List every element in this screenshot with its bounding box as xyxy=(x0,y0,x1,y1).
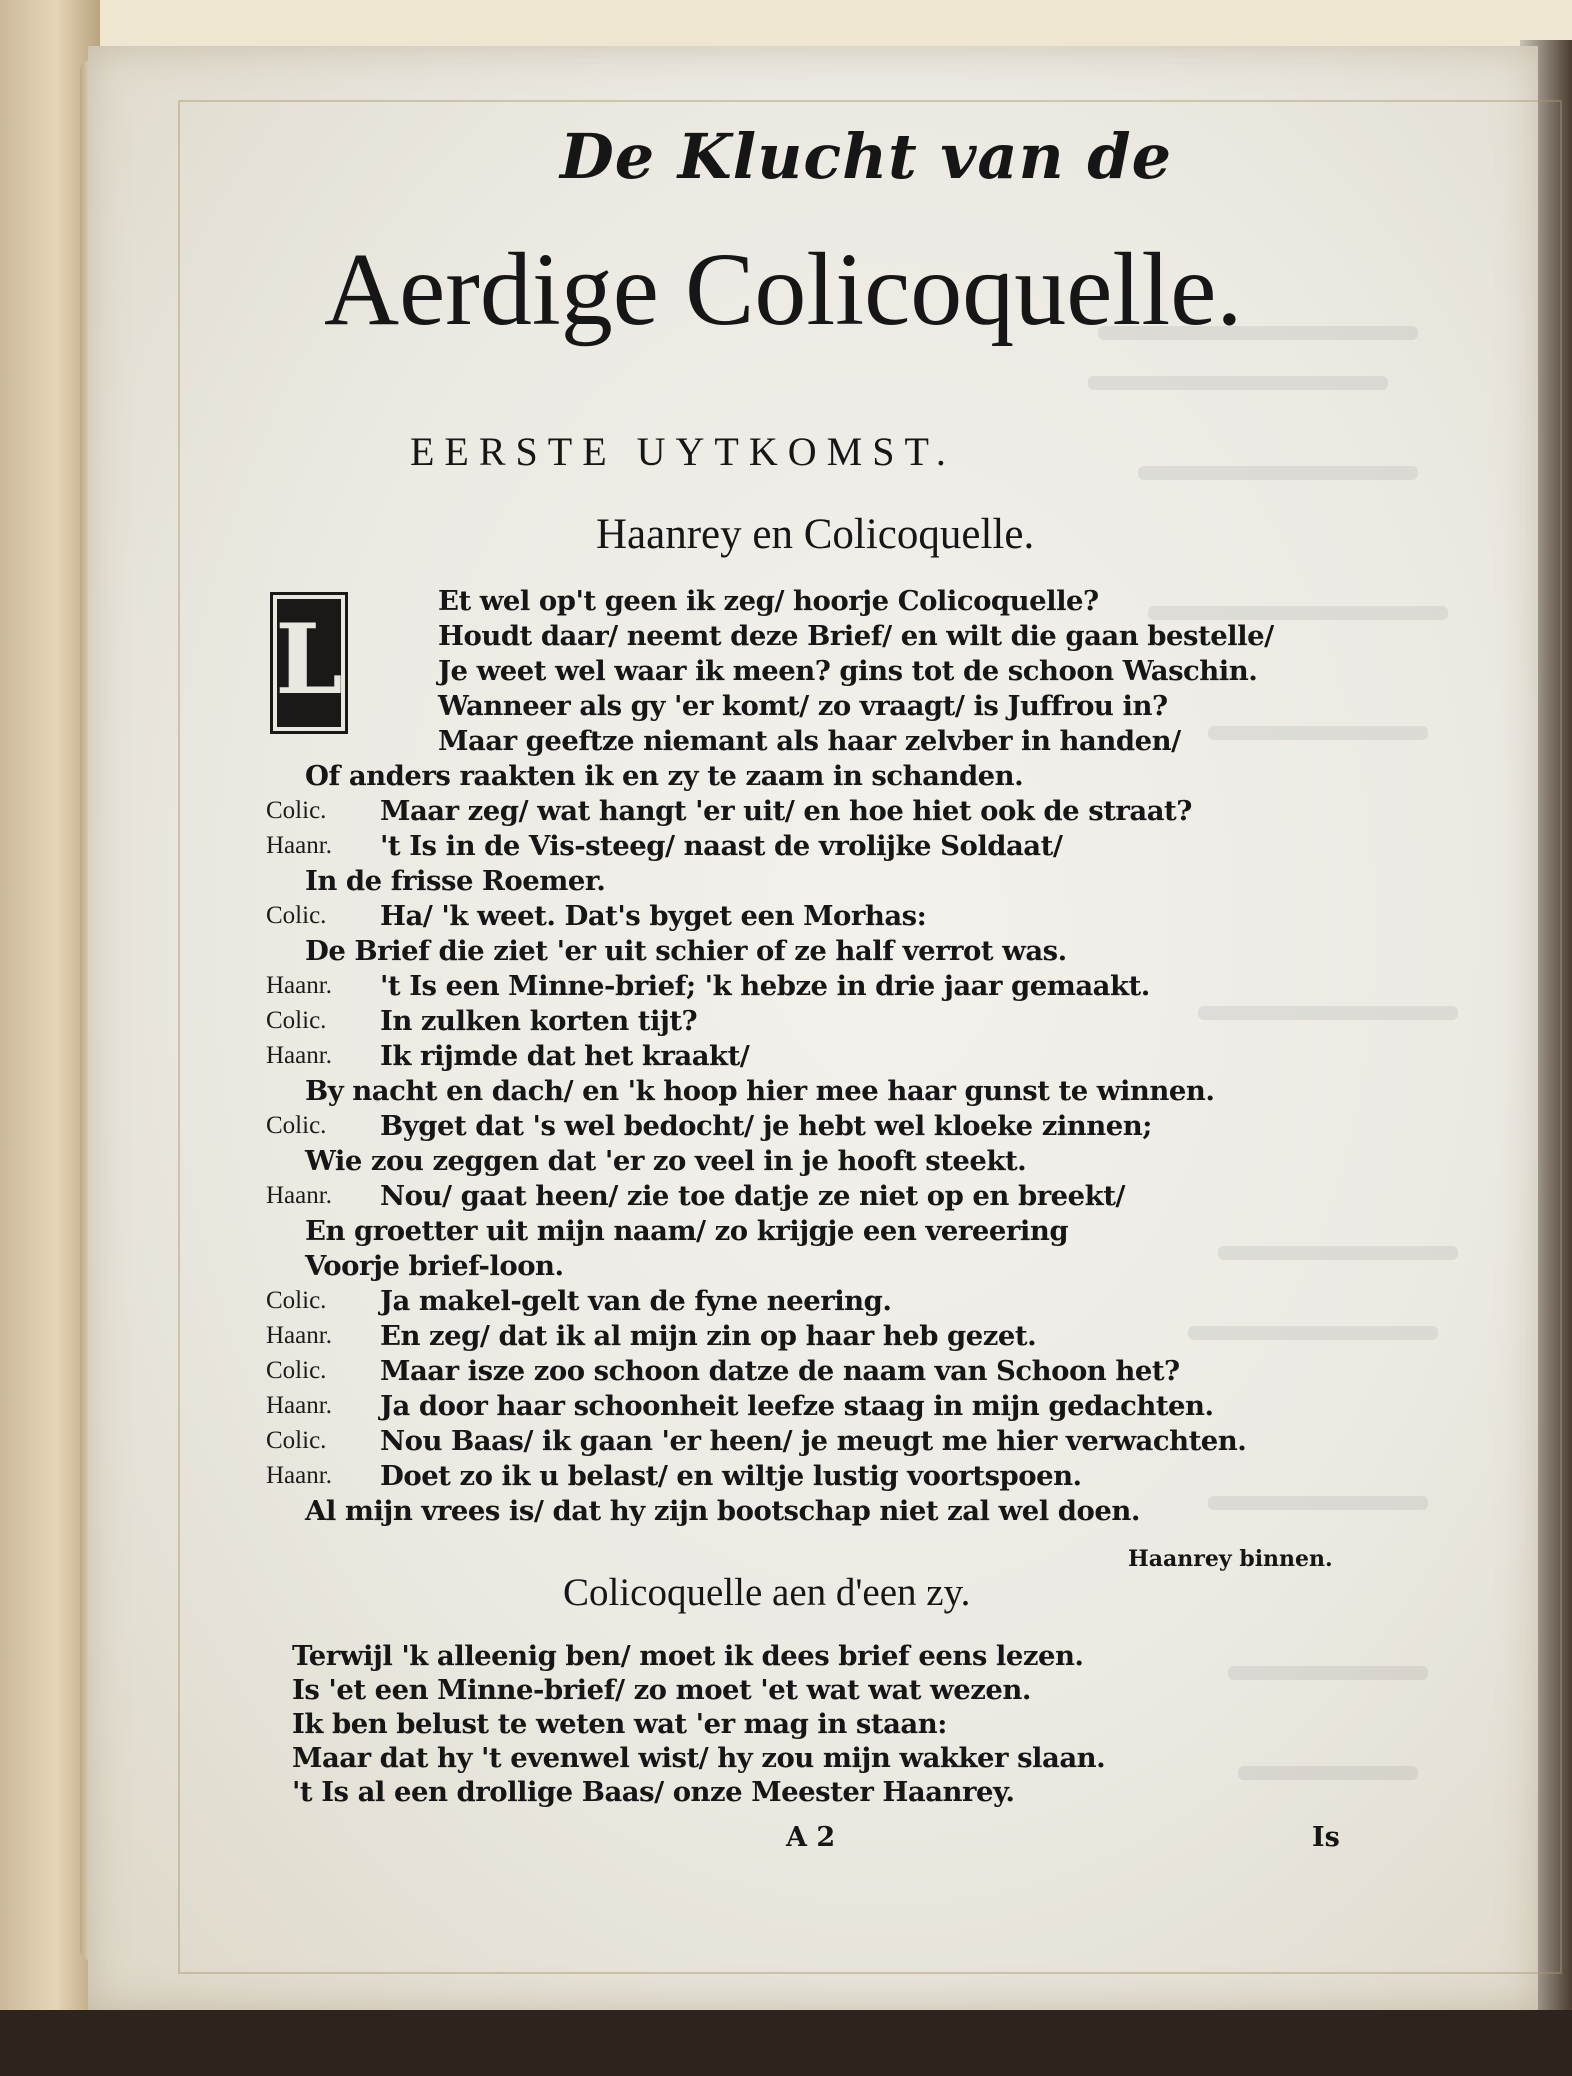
dialogue-line: En zeg/ dat ik al mijn zin op haar heb gezet. xyxy=(380,1320,1037,1352)
decorated-initial xyxy=(270,592,348,734)
dialogue-line: Ha/ 'k weet. Dat's byget een Morhas: xyxy=(380,900,927,932)
dialogue-line: Wie zou zeggen dat 'er zo veel in je hooft steekt. xyxy=(305,1145,1027,1177)
dialogue-line: Je weet wel waar ik meen? gins tot de schoon Waschin. xyxy=(438,655,1258,687)
act-heading: EERSTE UYTKOMST. xyxy=(410,429,956,474)
speaker-label: Colic. xyxy=(266,902,327,929)
scene-heading: Haanrey en Colicoquelle. xyxy=(596,511,1035,558)
catchword: Is xyxy=(1312,1822,1340,1853)
dialogue-line: Wanneer als gy 'er komt/ zo vraagt/ is Juffrou in? xyxy=(438,690,1168,722)
monologue-line: Terwijl 'k alleenig ben/ moet ik dees brief eens lezen. xyxy=(292,1640,1084,1672)
speaker-label: Haanr. xyxy=(266,1322,332,1349)
speaker-label: Colic. xyxy=(266,1427,327,1454)
title-line-1: De Klucht van de xyxy=(560,120,1173,193)
speaker-label: Colic. xyxy=(266,1287,327,1314)
dialogue-line: In de frisse Roemer. xyxy=(305,865,606,897)
monologue-line: Maar dat hy 't evenwel wist/ hy zou mijn wakker slaan. xyxy=(292,1742,1106,1774)
speaker-label: Haanr. xyxy=(266,1042,332,1069)
dialogue-line: Maar isze zoo schoon datze de naam van Schoon het? xyxy=(380,1355,1180,1387)
dialogue-line: Nou Baas/ ik gaan 'er heen/ je meugt me hier verwachten. xyxy=(380,1425,1247,1457)
speaker-label: Colic. xyxy=(266,1112,327,1139)
scene-2-heading: Colicoquelle aen d'een zy. xyxy=(563,1571,971,1614)
dialogue-line: Houdt daar/ neemt deze Brief/ en wilt die gaan bestelle/ xyxy=(438,620,1274,652)
speaker-label: Haanr. xyxy=(266,832,332,859)
speaker-label: Colic. xyxy=(266,1357,327,1384)
dialogue-line: Maar zeg/ wat hangt 'er uit/ en hoe hiet ook de straat? xyxy=(380,795,1192,827)
speaker-label: Haanr. xyxy=(266,1392,332,1419)
dialogue-line: 't Is in de Vis-steeg/ naast de vrolijke Soldaat/ xyxy=(380,830,1063,862)
speaker-label: Colic. xyxy=(266,1007,327,1034)
title-line-2: Aerdige Colicoquelle. xyxy=(324,232,1243,347)
dialogue-line: By nacht en dach/ en 'k hoop hier mee haar gunst te winnen. xyxy=(305,1075,1215,1107)
initial-letter: L xyxy=(275,603,343,716)
dialogue-line: Doet zo ik u belast/ en wiltje lustig voortspoen. xyxy=(380,1460,1082,1492)
stage-direction: Haanrey binnen. xyxy=(1128,1546,1333,1572)
speaker-label: Haanr. xyxy=(266,1182,332,1209)
dialogue-line: De Brief die ziet 'er uit schier of ze half verrot was. xyxy=(305,935,1067,967)
dialogue-line: In zulken korten tijt? xyxy=(380,1005,698,1037)
dialogue-line: 't Is een Minne-brief; 'k hebze in drie jaar gemaakt. xyxy=(380,970,1150,1002)
dialogue-line: Nou/ gaat heen/ zie toe datje ze niet op en breekt/ xyxy=(380,1180,1125,1212)
monologue-line: Ik ben belust te weten wat 'er mag in staan: xyxy=(292,1708,947,1740)
monologue-line: Is 'et een Minne-brief/ zo moet 'et wat wat wezen. xyxy=(292,1674,1031,1706)
signature-mark: A 2 xyxy=(786,1822,836,1853)
dialogue-line: En groetter uit mijn naam/ zo krijgje een vereering xyxy=(305,1215,1069,1247)
speaker-label: Haanr. xyxy=(266,1462,332,1489)
monologue-line: 't Is al een drollige Baas/ onze Meester Haanrey. xyxy=(292,1776,1015,1808)
dialogue-line: Ja makel-gelt van de fyne neering. xyxy=(380,1285,892,1317)
speaker-label: Haanr. xyxy=(266,972,332,999)
dialogue-line: Al mijn vrees is/ dat hy zijn bootschap niet zal wel doen. xyxy=(305,1495,1140,1527)
dialogue-line: Byget dat 's wel bedocht/ je hebt wel kloeke zinnen; xyxy=(380,1110,1152,1142)
background-bottom xyxy=(0,2010,1572,2076)
dialogue-line: Voorje brief-loon. xyxy=(305,1250,564,1282)
speaker-label: Colic. xyxy=(266,797,327,824)
dialogue-line: Et wel op't geen ik zeg/ hoorje Colicoquelle? xyxy=(438,585,1099,617)
dialogue-line: Ik rijmde dat het kraakt/ xyxy=(380,1040,750,1072)
dialogue-line: Ja door haar schoonheit leefze staag in mijn gedachten. xyxy=(380,1390,1214,1422)
dialogue-line: Of anders raakten ik en zy te zaam in schanden. xyxy=(305,760,1024,792)
dialogue-line: Maar geeftze niemant als haar zelvber in handen/ xyxy=(438,725,1181,757)
